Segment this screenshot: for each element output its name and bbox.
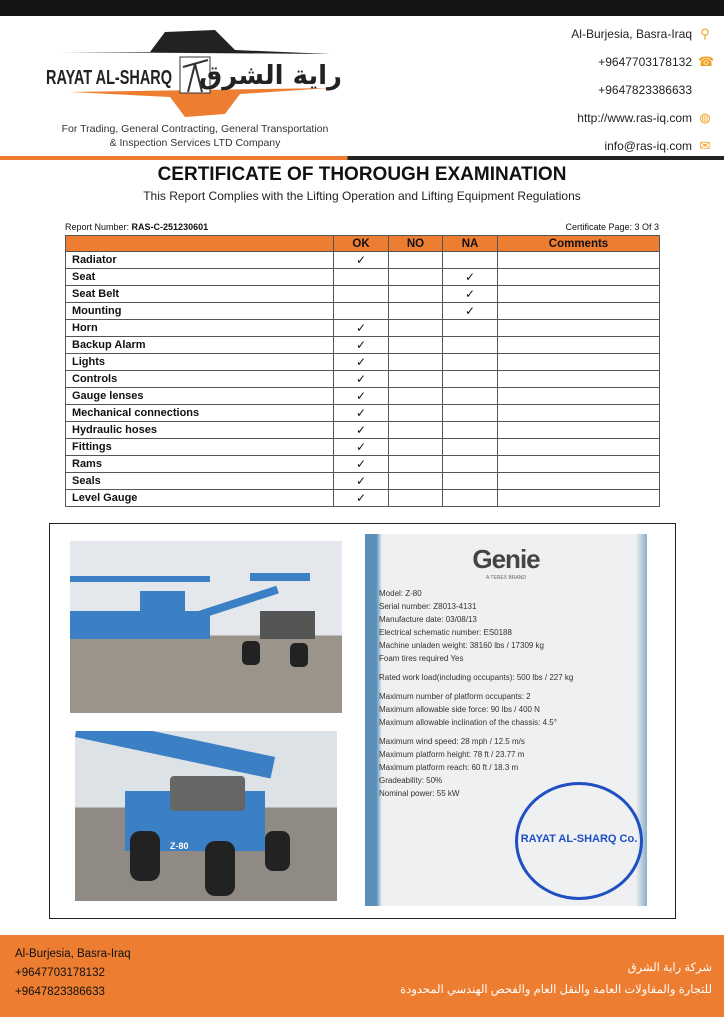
cell-comments	[498, 286, 660, 303]
plate-line: Rated work load(including occupants): 500 lbs / 227 kg	[379, 673, 574, 682]
table-row	[66, 252, 660, 269]
col-item	[66, 236, 334, 252]
checkmark-icon: ✓	[355, 338, 367, 352]
cell-no	[389, 490, 443, 507]
cell-no	[389, 388, 443, 405]
plate-line: Maximum platform reach: 60 ft / 18.3 m	[379, 763, 519, 772]
plate-line: Maximum wind speed: 28 mph / 12.5 m/s	[379, 737, 525, 746]
cell-comments	[498, 269, 660, 286]
machine-model-label: Z-80	[170, 841, 189, 851]
cell-no	[389, 473, 443, 490]
row-item: Controls	[66, 371, 334, 388]
plate-line: Serial number: Z8013-4131	[379, 602, 477, 611]
cell-na	[443, 337, 498, 354]
cell-ok	[334, 490, 389, 507]
phone-icon: ☎	[698, 54, 715, 69]
cell-comments	[498, 405, 660, 422]
plate-line: Maximum number of platform occupants: 2	[379, 692, 531, 701]
checkmark-icon: ✓	[355, 355, 367, 369]
cell-na	[443, 456, 498, 473]
cell-no	[389, 439, 443, 456]
certificate-title: CERTIFICATE OF THOROUGH EXAMINATION	[157, 164, 567, 185]
table-row	[66, 354, 660, 371]
cell-no	[389, 456, 443, 473]
certificate-page: Certificate Page: 3 Of 3	[565, 222, 659, 232]
report-meta	[65, 222, 659, 232]
cell-no	[389, 269, 443, 286]
header-divider	[0, 156, 724, 160]
plate-line: Maximum allowable side force: 90 lbs / 400 N	[379, 705, 540, 714]
globe-icon: ◍	[699, 110, 711, 125]
table-row	[66, 303, 660, 320]
row-item: Lights	[66, 354, 334, 371]
cell-ok	[334, 252, 389, 269]
table-row	[66, 269, 660, 286]
cell-no	[389, 371, 443, 388]
cell-ok	[334, 405, 389, 422]
cell-ok	[334, 286, 389, 303]
row-item: Seals	[66, 473, 334, 490]
address: Al-Burjesia, Basra-Iraq	[571, 27, 692, 41]
cell-no	[389, 354, 443, 371]
report-number-label: Report Number:	[65, 222, 130, 232]
cell-ok	[334, 303, 389, 320]
cell-na	[443, 371, 498, 388]
cell-na	[443, 252, 498, 269]
plate-line: Machine unladen weight: 38160 lbs / 17309 kg	[379, 641, 545, 650]
row-item: Seat Belt	[66, 286, 334, 303]
checkmark-icon: ✓	[355, 253, 367, 267]
machine-photo-1	[70, 541, 342, 713]
table-row	[66, 320, 660, 337]
cell-na	[443, 269, 498, 286]
cell-na	[443, 490, 498, 507]
inspection-table	[65, 235, 660, 507]
cell-comments	[498, 490, 660, 507]
cell-ok	[334, 473, 389, 490]
table-row	[66, 422, 660, 439]
plate-line: Gradeability: 50%	[379, 776, 443, 785]
table-row	[66, 456, 660, 473]
row-item: Radiator	[66, 252, 334, 269]
logo-text-ar: راية الشرق	[198, 61, 342, 91]
cell-ok	[334, 388, 389, 405]
row-item: Backup Alarm	[66, 337, 334, 354]
photo-panel	[49, 523, 676, 919]
row-item: Horn	[66, 320, 334, 337]
row-item: Mechanical connections	[66, 405, 334, 422]
row-item: Gauge lenses	[66, 388, 334, 405]
cell-comments	[498, 388, 660, 405]
cell-na	[443, 439, 498, 456]
cell-comments	[498, 354, 660, 371]
company-logo	[40, 22, 350, 122]
phone-1: +9647703178132	[598, 55, 692, 69]
plate-line: Model: Z-80	[379, 589, 422, 598]
footer-phone-1: +9647703178132	[15, 967, 105, 979]
certificate-subtitle: This Report Complies with the Lifting Operation and Lifting Equipment Regulations	[143, 189, 581, 203]
cell-ok	[334, 422, 389, 439]
checkmark-icon: ✓	[355, 491, 367, 505]
cell-comments	[498, 252, 660, 269]
cell-no	[389, 286, 443, 303]
col-comments: Comments	[498, 236, 660, 252]
cell-comments	[498, 371, 660, 388]
footer-company-ar: شركة راية الشرق	[627, 962, 712, 974]
company-tagline	[40, 122, 350, 150]
footer-phone-2: +9647823386633	[15, 986, 105, 998]
plate-line: Maximum allowable inclination of the chassis: 4.5°	[379, 718, 557, 727]
cell-na	[443, 473, 498, 490]
phone-2: +9647823386633	[598, 83, 692, 97]
logo-text-en: RAYAT AL-SHARQ	[46, 67, 172, 89]
cell-comments	[498, 303, 660, 320]
checkmark-icon: ✓	[355, 389, 367, 403]
cell-na	[443, 303, 498, 320]
cell-comments	[498, 456, 660, 473]
contact-info	[571, 20, 715, 160]
cell-na	[443, 286, 498, 303]
cell-ok	[334, 456, 389, 473]
cell-na	[443, 320, 498, 337]
stamp-text: RAYAT AL-SHARQ Co.	[520, 833, 638, 845]
table-row	[66, 388, 660, 405]
checkmark-icon: ✓	[464, 304, 476, 318]
machine-photo-2	[75, 731, 337, 901]
cell-ok	[334, 320, 389, 337]
checkmark-icon: ✓	[355, 474, 367, 488]
row-item: Level Gauge	[66, 490, 334, 507]
checkmark-icon: ✓	[464, 270, 476, 284]
envelope-icon: ✉	[699, 138, 711, 153]
checkmark-icon: ✓	[355, 372, 367, 386]
table-row	[66, 337, 660, 354]
cell-comments	[498, 439, 660, 456]
checkmark-icon: ✓	[355, 423, 367, 437]
genie-logo: Genie	[472, 544, 540, 574]
brand-subtitle: A TEREX BRAND	[486, 575, 526, 581]
table-row	[66, 405, 660, 422]
website-link[interactable]: http://www.ras-iq.com	[577, 111, 692, 125]
checkmark-icon: ✓	[464, 287, 476, 301]
checkmark-icon: ✓	[355, 457, 367, 471]
cell-comments	[498, 337, 660, 354]
row-item: Rams	[66, 456, 334, 473]
cell-ok	[334, 269, 389, 286]
plate-line: Maximum platform height: 78 ft / 23.77 m	[379, 750, 525, 759]
cell-no	[389, 405, 443, 422]
row-item: Hydraulic hoses	[66, 422, 334, 439]
plate-line: Nominal power: 55 kW	[379, 789, 460, 798]
footer-desc-ar: للتجارة والمقاولات العامة والنقل العام والفحص الهندسي المحدودة	[400, 984, 712, 996]
tagline-line-2: & Inspection Services LTD Company	[109, 137, 281, 149]
company-stamp	[515, 782, 643, 900]
cell-no	[389, 422, 443, 439]
col-no: NO	[389, 236, 443, 252]
footer-address: Al-Burjesia, Basra-Iraq	[15, 948, 131, 960]
cell-na	[443, 388, 498, 405]
cell-no	[389, 252, 443, 269]
checkmark-icon: ✓	[355, 321, 367, 335]
cell-ok	[334, 337, 389, 354]
cell-comments	[498, 422, 660, 439]
checkmark-icon: ✓	[355, 406, 367, 420]
cell-ok	[334, 439, 389, 456]
cell-comments	[498, 473, 660, 490]
table-row	[66, 439, 660, 456]
plate-line: Foam tires required Yes	[379, 654, 464, 663]
col-ok: OK	[334, 236, 389, 252]
cell-ok	[334, 354, 389, 371]
table-row	[66, 490, 660, 507]
footer	[0, 935, 724, 1017]
location-pin-icon: ⚲	[700, 26, 710, 41]
checkmark-icon: ✓	[355, 440, 367, 454]
row-item: Fittings	[66, 439, 334, 456]
table-row	[66, 371, 660, 388]
report-number: RAS-C-251230601	[131, 222, 209, 232]
data-plate-photo	[365, 534, 647, 906]
table-row	[66, 286, 660, 303]
plate-line: Manufacture date: 03/08/13	[379, 615, 477, 624]
tagline-line-1: For Trading, General Contracting, General Transportation	[61, 123, 329, 135]
table-row	[66, 473, 660, 490]
cell-no	[389, 337, 443, 354]
cell-no	[389, 320, 443, 337]
top-bar	[0, 0, 724, 16]
col-na: NA	[443, 236, 498, 252]
cell-na	[443, 422, 498, 439]
plate-line: Electrical schematic number: ES0188	[379, 628, 512, 637]
row-item: Mounting	[66, 303, 334, 320]
cell-na	[443, 405, 498, 422]
cell-na	[443, 354, 498, 371]
row-item: Seat	[66, 269, 334, 286]
email-link[interactable]: info@ras-iq.com	[604, 139, 692, 153]
cell-no	[389, 303, 443, 320]
cell-ok	[334, 371, 389, 388]
cell-comments	[498, 320, 660, 337]
